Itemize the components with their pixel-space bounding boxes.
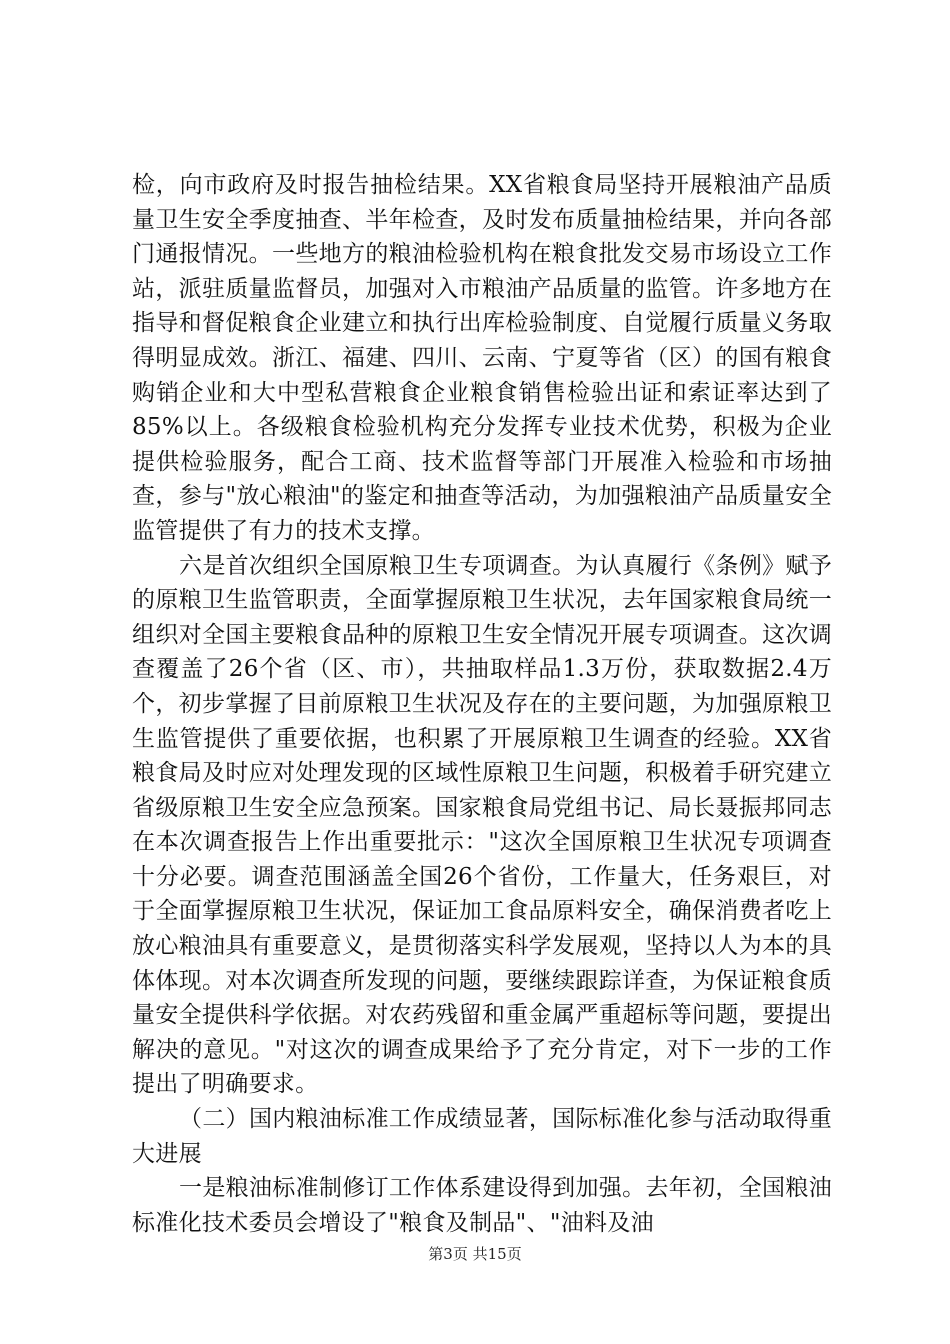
paragraph-1: 检，向市政府及时报告抽检结果。XX省粮食局坚持开展粮油产品质量卫生安全季度抽查、半年检查，及时发布质量抽检结果，并向各部门通报情况。一些地方的粮油检验机构在粮食批发交易市场设立工作站，派驻质量监督员，加强对入市粮油产品质量的监管。许多地方在指导和督促粮食企业建立和执行出库检验制度、自觉履行质量义务取得明显成效。浙江、福建、四川、云南、宁夏等省（区）的国有粮食购销企业和大中型私营粮食企业粮食销售检验出证和索证率达到了85%以上。各级粮食检验机构充分发挥专业技术优势，积极为企业提供检验服务，配合工商、技术监督等部门开展准入检验和市场抽查，参与"放心粮油"的鉴定和抽查等活动，为加强粮油产品质量安全监管提供了有力的技术支撑。: [132, 172, 832, 544]
section-heading: （二）国内粮油标准工作成绩显著，国际标准化参与活动取得重大进展: [132, 1106, 832, 1167]
page-footer: 第3页 共15页: [428, 1245, 522, 1263]
paragraph-2: 六是首次组织全国原粮卫生专项调查。为认真履行《条例》赋予的原粮卫生监管职责，全面掌握原粮卫生状况，去年国家粮食局统一组织对全国主要粮食品种的原粮卫生安全情况开展专项调查。这次调查覆盖了26个省（区、市），共抽取样品1.3万份，获取数据2.4万个，初步掌握了目前原粮卫生状况及存在的主要问题，为加强原粮卫生监管提供了重要依据，也积累了开展原粮卫生调查的经验。XX省粮食局及时应对处理发现的区域性原粮卫生问题，积极着手研究建立省级原粮卫生安全应急预案。国家粮食局党组书记、局长聂振邦同志在本次调查报告上作出重要批示："这次全国原粮卫生状况专项调查十分必要。调查范围涵盖全国26个省份，工作量大，任务艰巨，对于全面掌握原粮卫生状况，保证加工食品原料安全，确保消费者吃上放心粮油具有重要意义，是贯彻落实科学发展观，坚持以人为本的具体体现。对本次调查所发现的问题，要继续跟踪详查，为保证粮食质量安全提供科学依据。对农药残留和重金属严重超标等问题，要提出解决的意见。"对这次的调查成果给予了充分肯定，对下一步的工作提出了明确要求。: [132, 552, 832, 1098]
paragraph-4: 一是粮油标准制修订工作体系建设得到加强。去年初，全国粮油标准化技术委员会增设了"粮食及制品"、"油料及油: [132, 1175, 832, 1236]
document-body: [132, 168, 832, 1240]
